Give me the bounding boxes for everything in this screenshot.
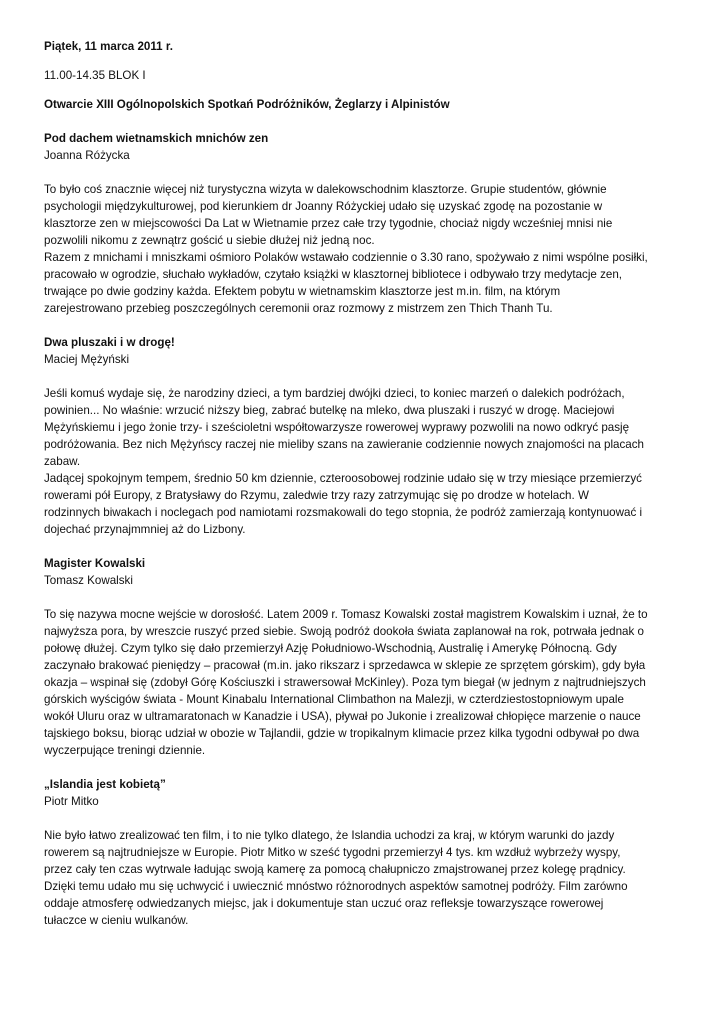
description-line: wyczerpujące treningi dziennie. [44,744,206,757]
sections-container [44,130,692,946]
description-line: najwyższa pora, by wreszcie ruszyć przed siebie. Swoją podróż dookoła świata zaplanował na rok, potrwała jednak o [44,625,644,638]
talk-description [44,606,692,759]
talk-title: Dwa pluszaki i w drogę! [44,336,175,349]
talk-title: „Islandia jest kobietą” [44,778,166,791]
description-line: rowerami pół Europy, z Bratysławy do Rzymu, zaledwie trzy razy zatrzymując się po drodze w hotelach. W [44,489,589,502]
description-line: zaczynało brakować pieniędzy – pracował (m.in. jako rikszarz i sprzedawca w sklepie ze sprzętem górskim), gdy była [44,659,646,672]
description-line: To było coś znacznie więcej niż turystyczna wizyta w dalekowschodnim klasztorze. Grupie studentów, głównie [44,183,607,196]
description-line: rowerem są najtrudniejsze w Europie. Piotr Mitko w sześć tygodni przemierzył 4 tys. km wzdłuż wybrzeży wyspy, [44,846,621,859]
talk-author: Piotr Mitko [44,795,99,808]
description-line: Dzięki temu udało mu się uchwycić i uwiecznić mnóstwo różnorodnych aspektów samotnej podróży. Film zarówno [44,880,628,893]
description-line: wokół Uluru oraz w ultramaratonach w Kanadzie i USA), pływał po Jukonie i zrealizował chłopięce marzenie o nauce [44,710,641,723]
description-line: Jeśli komuś wydaje się, że narodziny dzieci, a tym bardziej dwójki dzieci, to koniec marzeń o dalekich podróżach, [44,387,625,400]
description-line: trwające po dwie godziny każda. Efektem pobytu w wietnamskim klasztorze jest m.in. film, na którym [44,285,561,298]
description-line: tajskiego boksu, biorąc udział w obozie w Tajlandii, gdzie w tropikalnym klimacie przez kilka tygodni odbywał po dwa [44,727,640,740]
date-heading: Piątek, 11 marca 2011 r. [44,40,173,53]
description-line: tułaczce w cieniu wulkanów. [44,914,189,927]
description-line: Razem z mnichami i mniszkami ośmioro Polaków wstawało codziennie o 3.30 rano, spożywało z nimi wspólne posiłki, [44,251,648,264]
talk-section [44,776,692,946]
description-line: podróżowania. Bez nich Mężyńscy raczej nie mieliby szans na zawieranie codziennie nowych znajomości na placach [44,438,644,451]
description-line: połowę dłużej. Czym tylko się dało przemierzył Azję Południowo-Wschodnią, Australię i Amerykę Północną. Gdy [44,642,617,655]
block-time: 11.00-14.35 BLOK I [44,69,146,82]
talk-section [44,334,692,555]
description-line: przez cały ten czas wytrwale ładując swoją kamerę za pomocą chałupniczo zmajstrowanej przez kolegę prądnicy. [44,863,626,876]
description-line: górskich wyścigów świata - Mount Kinabalu International Climbathon na Malezji, w czterdziestostopniowym upale [44,693,624,706]
talk-section [44,130,692,334]
description-line: oddaje atmosferę odwiedzanych miejsc, jak i dokumentuje stan uczuć oraz refleksje towarzyszące rowerowej [44,897,604,910]
talk-description [44,827,692,929]
talk-description [44,385,692,538]
description-line: To się nazywa mocne wejście w dorosłość. Latem 2009 r. Tomasz Kowalski został magistrem Kowalskim i uznał, że to [44,608,648,621]
description-line: Jadącej spokojnym tempem, średnio 50 km dziennie, czteroosobowej rodzinie udało się w trzy miesiące przemierzyć [44,472,642,485]
description-line: Mężyńskiemu i jego żonie trzy- i sześcioletni współtowarzysze rowerowej wyprawy pozwolili na nowo odkryć pasję [44,421,630,434]
description-line: zarejestrowano przebieg poszczególnych ceremonii oraz rozmowy z mistrzem zen Thich Thanh Tu. [44,302,553,315]
description-line: Nie było łatwo zrealizować ten film, i to nie tylko dlatego, że Islandia uchodzi za kraj, w którym warunki do jazdy [44,829,615,842]
description-line: okazja – wspinał się (zdobył Górę Kościuszki i strawersował McKinley). Poza tym biegał (w jednym z najtrudniejszych [44,676,646,689]
description-line: pozwolili nikomu z zewnątrz gościć u siebie dłużej niż jedną noc. [44,234,375,247]
talk-author: Tomasz Kowalski [44,574,133,587]
talk-title: Pod dachem wietnamskich mnichów zen [44,132,269,145]
description-line: rodzinnych biwakach i noclegach pod namiotami rozsmakowali do tego stopnia, że podróż zamierzają kontynuować i [44,506,643,519]
description-line: zabaw. [44,455,81,468]
talk-section [44,555,692,776]
talk-title: Magister Kowalski [44,557,146,570]
document-page [44,38,692,946]
talk-author: Maciej Mężyński [44,353,130,366]
description-line: klasztorze zen w miejscowości Da Lat w Wietnamie przez całe trzy tygodnie, chociaż nigdy wcześniej mnisi nie [44,217,613,230]
description-line: dojechać przynajmmniej aż do Lizbony. [44,523,246,536]
talk-author: Joanna Różycka [44,149,130,162]
opening-heading: Otwarcie XIII Ogólnopolskich Spotkań Podróżników, Żeglarzy i Alpinistów [44,98,450,111]
description-line: psychologii międzykulturowej, pod kierunkiem dr Joanny Różyckiej udało się uzyskać zgodę na pozostanie w [44,200,603,213]
description-line: powinien... No właśnie: wrzucić niższy bieg, zabrać butelkę na mleko, dwa pluszaki i ruszyć w drogę. Maciejowi [44,404,615,417]
description-line: pracowało w ogrodzie, słuchało wykładów, czytało książki w klasztornej bibliotece i odbywało trzy medytacje zen, [44,268,623,281]
talk-description [44,181,692,317]
